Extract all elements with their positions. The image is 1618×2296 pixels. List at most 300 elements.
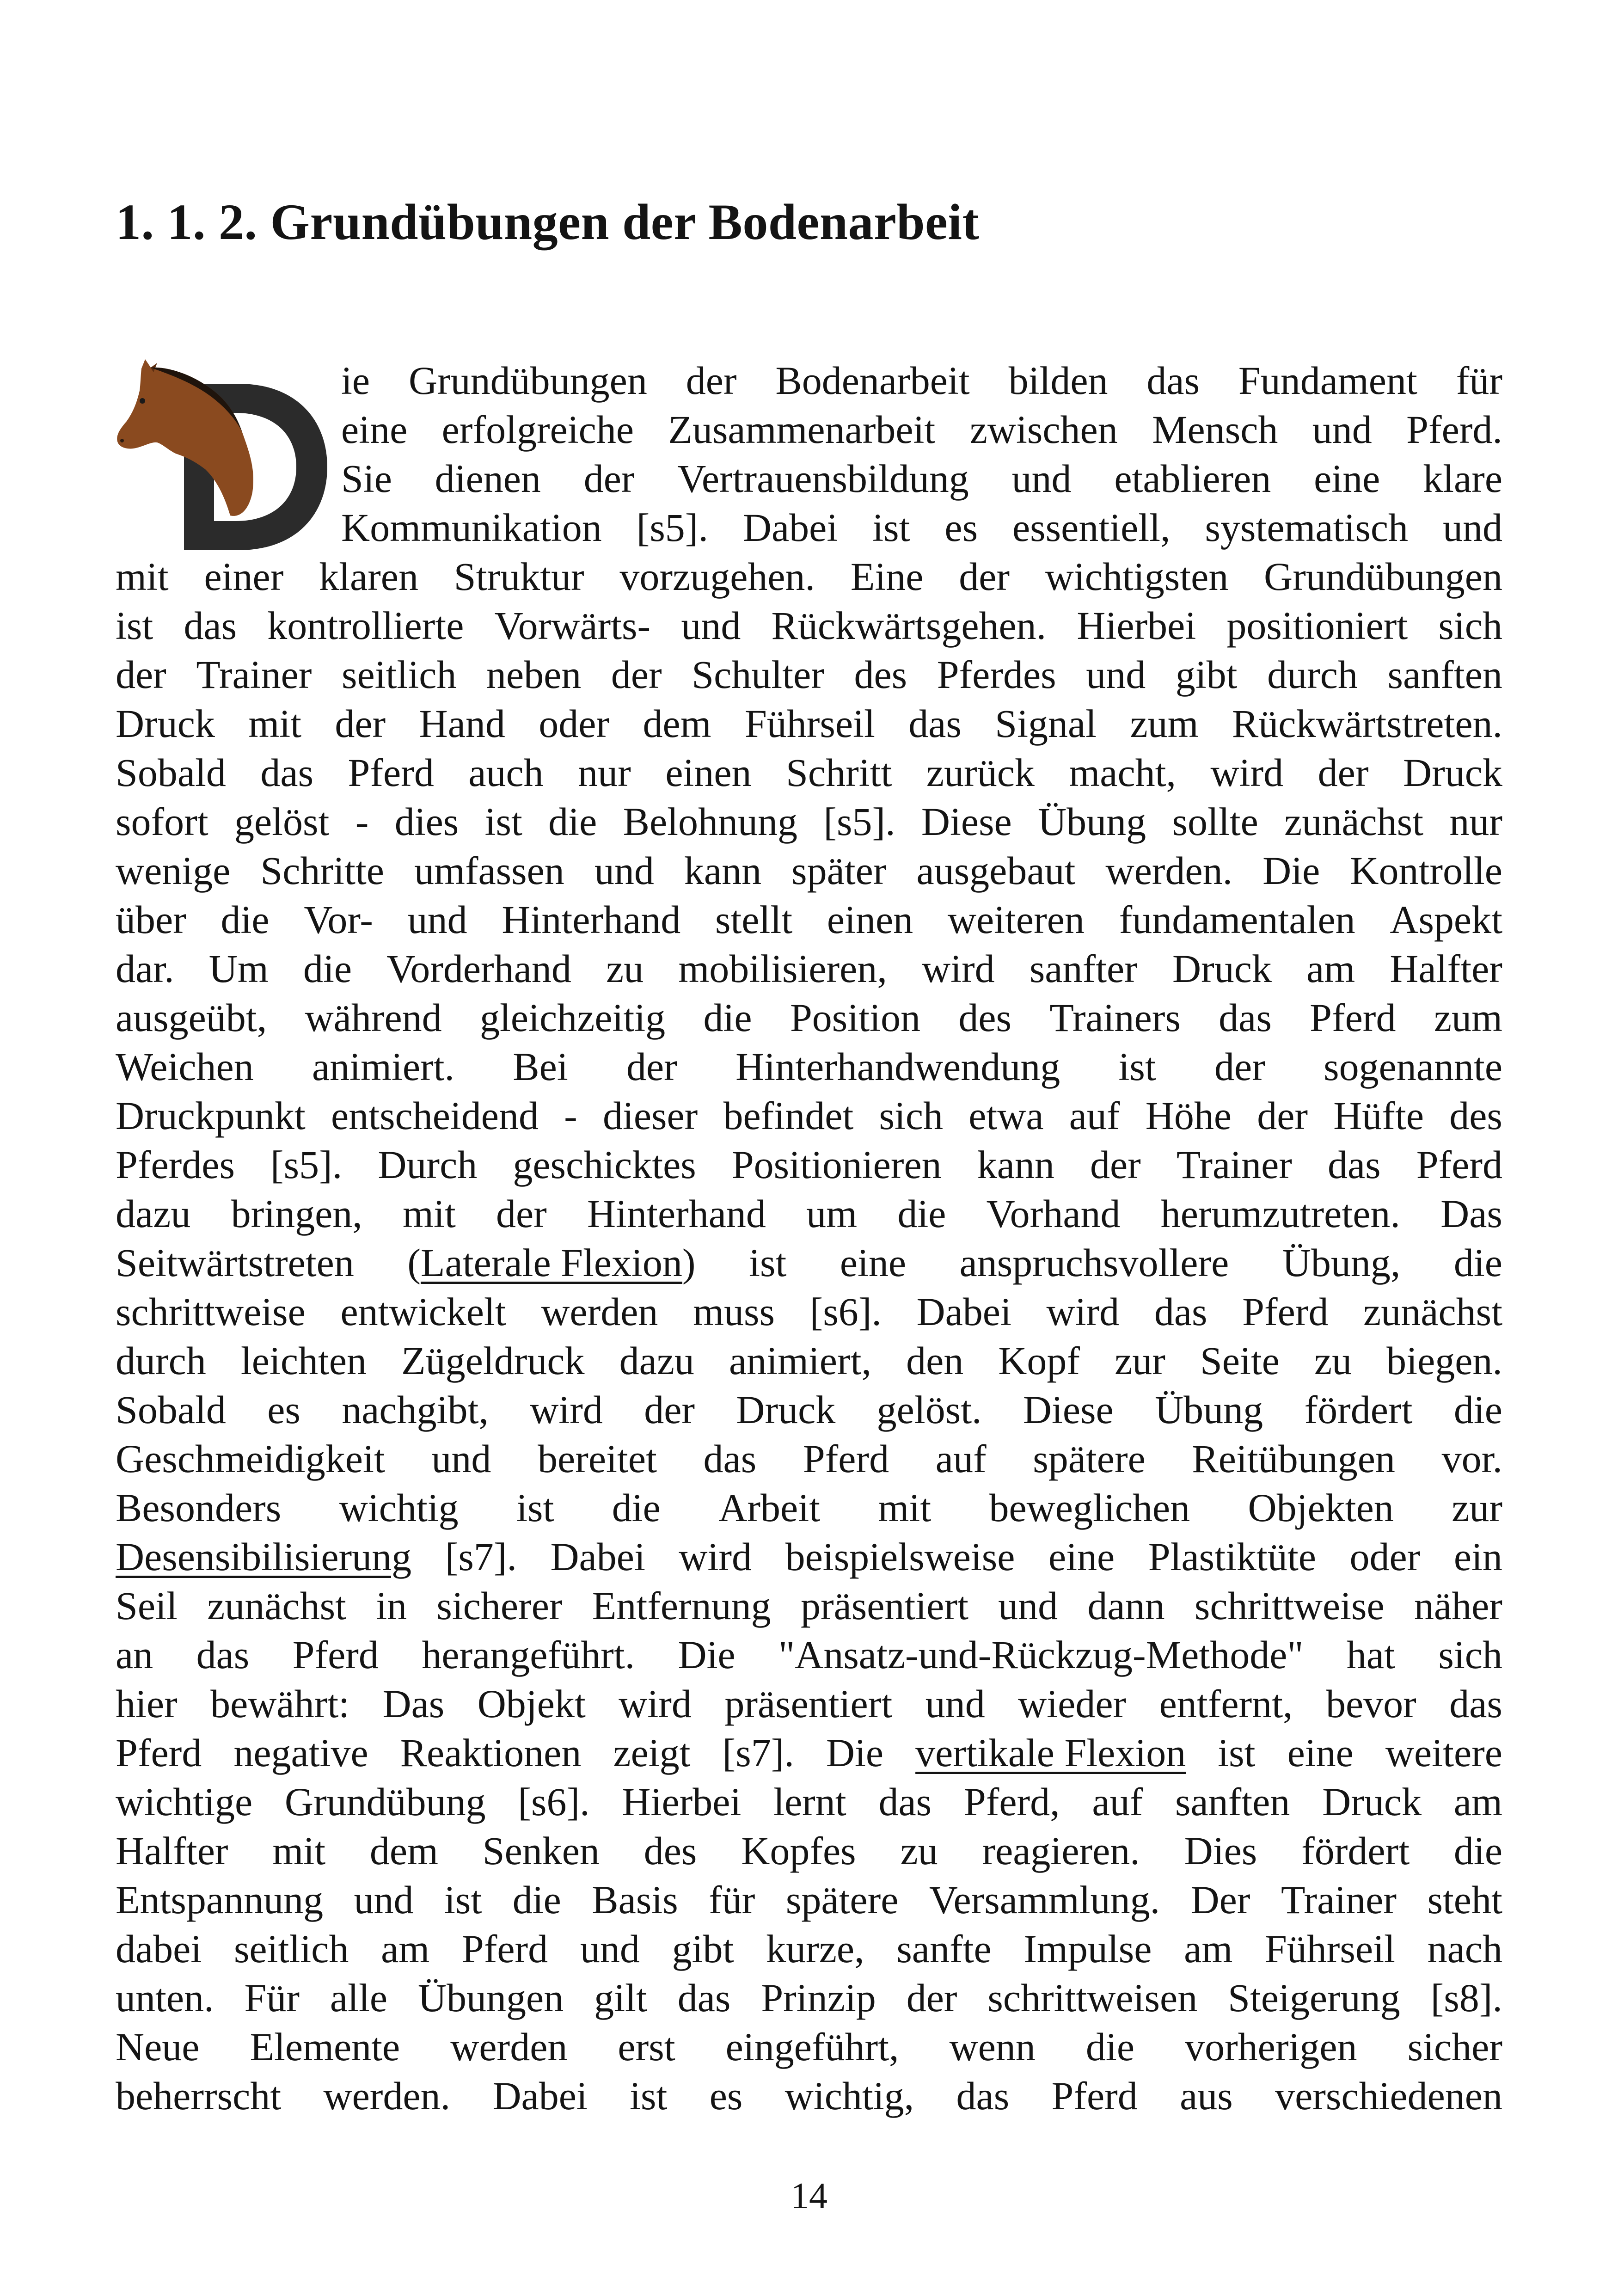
word: wird <box>619 1682 692 1726</box>
word: herangeführt. <box>422 1633 635 1677</box>
word: positioniert <box>1226 603 1408 648</box>
word: [s5]. <box>636 505 708 550</box>
word: Diese <box>921 799 1012 844</box>
word: das <box>260 750 314 795</box>
body-line-7 <box>116 652 1502 699</box>
word: das <box>1328 1142 1381 1187</box>
word: der <box>686 358 737 403</box>
word: und <box>354 1878 414 1922</box>
word: Signal <box>995 701 1097 746</box>
word: die <box>221 897 270 942</box>
word: sich <box>1438 1633 1502 1677</box>
word: aus <box>1180 2074 1233 2118</box>
word: Pferd <box>292 1633 379 1677</box>
word: fördert <box>1301 1829 1410 1873</box>
body-line-4 <box>341 505 1502 552</box>
body-line-21 <box>116 1338 1502 1385</box>
word: auf <box>1092 1780 1143 1824</box>
word: Schulter <box>692 652 824 697</box>
word: etwa <box>968 1093 1044 1138</box>
word: bringen, <box>231 1191 362 1236</box>
word: Druck <box>1403 750 1502 795</box>
word: systematisch <box>1205 505 1408 550</box>
word: Trainer <box>196 652 312 697</box>
word: mit <box>248 701 301 746</box>
word: Pferdes <box>116 1142 235 1187</box>
word: der <box>611 652 662 697</box>
word: es <box>944 505 978 550</box>
word: wichtig <box>339 1486 459 1530</box>
word: Aspekt <box>1390 897 1502 942</box>
word: das <box>196 1633 250 1677</box>
word: Um <box>208 946 269 991</box>
word: werden <box>541 1289 658 1334</box>
word: gibt <box>1175 652 1238 697</box>
word: mit <box>116 554 169 599</box>
word: bereitet <box>538 1437 657 1481</box>
link-text[interactable]: Desensibilisierung <box>116 1535 412 1579</box>
word: dar. <box>116 946 174 991</box>
body-line-3 <box>341 456 1502 503</box>
word: in <box>376 1584 407 1628</box>
word: Grundübungen <box>408 358 647 403</box>
body-line-36 <box>116 2076 1502 2120</box>
word: Neue <box>116 2025 200 2069</box>
word: einen <box>827 897 913 942</box>
word: Arbeit <box>718 1486 820 1530</box>
word: Entspannung <box>116 1878 324 1922</box>
word: erfolgreiche <box>441 407 634 452</box>
word: Hierbei <box>622 1780 742 1824</box>
word: nur <box>1449 799 1502 844</box>
word: Position <box>790 995 920 1040</box>
word: und <box>1312 407 1372 452</box>
word: das <box>1146 358 1200 403</box>
word: sanfte <box>896 1927 992 1971</box>
body-line-29 <box>116 1733 1502 1777</box>
word: [s5]. <box>823 799 895 844</box>
word: - <box>564 1093 577 1138</box>
word: Hand <box>419 701 505 746</box>
word: Pferd, <box>963 1780 1060 1824</box>
word: Dies <box>1184 1829 1257 1873</box>
word: biegen. <box>1386 1338 1502 1383</box>
word: durch <box>116 1338 206 1383</box>
word: Zügeldruck <box>401 1338 585 1383</box>
body-line-9 <box>116 750 1502 797</box>
body-line-35 <box>116 2027 1502 2071</box>
word: Zusammenarbeit <box>668 407 936 452</box>
word: und <box>1086 652 1146 697</box>
word: Impulse <box>1024 1927 1152 1971</box>
word: die <box>512 1878 561 1922</box>
body-line-15 <box>116 1044 1502 1091</box>
word: eine <box>1048 1535 1115 1579</box>
word: der <box>116 652 166 697</box>
word: zurück <box>926 750 1035 795</box>
body-line-30 <box>116 1782 1502 1826</box>
word: "Ansatz-und-Rückzug-Methode" <box>778 1633 1304 1677</box>
word: zur <box>1452 1486 1502 1530</box>
word: des <box>958 995 1011 1040</box>
word: beherrscht <box>116 2074 282 2118</box>
body-line-27 <box>116 1635 1502 1679</box>
word: Pferd <box>1242 1289 1329 1334</box>
word: sicher <box>1407 2025 1502 2069</box>
word: und <box>407 897 467 942</box>
word: zwischen <box>969 407 1118 452</box>
page-number: 14 <box>791 2176 827 2216</box>
word: klaren <box>319 554 418 599</box>
body-line-12 <box>116 897 1502 944</box>
word: am <box>1306 946 1355 991</box>
word: Pferd <box>348 750 434 795</box>
word: vorzugehen. <box>619 554 815 599</box>
word: kontrollierte <box>267 603 464 648</box>
word: das <box>878 1780 932 1824</box>
word: leichten <box>240 1338 367 1383</box>
word: zum <box>1130 701 1199 746</box>
word: die <box>1453 1829 1502 1873</box>
word: entscheidend <box>331 1093 539 1138</box>
word: Versammlung. <box>929 1878 1160 1922</box>
word: schrittweise <box>1194 1584 1385 1628</box>
dropcap-letter-d <box>115 358 332 550</box>
word: Hierbei <box>1077 603 1196 648</box>
word: auch <box>468 750 544 795</box>
word: das <box>677 1976 731 2020</box>
word: des <box>1449 1093 1502 1138</box>
word: seitlich <box>233 1927 349 1971</box>
body-line-5 <box>116 554 1502 601</box>
word: das <box>956 2074 1010 2118</box>
word: bilden <box>1008 358 1108 403</box>
word: beweglichen <box>989 1486 1190 1530</box>
word: die <box>1085 2025 1134 2069</box>
word: oder <box>539 701 610 746</box>
link-text[interactable]: (Laterale Flexion) <box>407 1240 696 1285</box>
word: gelöst <box>234 799 330 844</box>
word: alle <box>330 1976 388 2020</box>
word: wenige <box>116 848 231 893</box>
horse-dropcap-icon <box>115 358 332 550</box>
body-line-19 <box>116 1240 1502 1287</box>
word: Fundament <box>1238 358 1417 403</box>
word: es <box>709 2074 743 2118</box>
word: Senken <box>482 1829 600 1873</box>
word: Sobald <box>116 750 226 795</box>
word: Weichen <box>116 1044 254 1089</box>
word: die <box>703 995 752 1040</box>
word: sogenannte <box>1324 1044 1502 1089</box>
word: gilt <box>594 1976 647 2020</box>
word: Druck <box>116 701 215 746</box>
word: die <box>897 1191 946 1236</box>
word: Belohnung <box>623 799 798 844</box>
word: ist <box>630 2074 668 2118</box>
word: dem <box>369 1829 438 1873</box>
word: kurze, <box>766 1927 864 1971</box>
word: animiert, <box>729 1338 872 1383</box>
word: am <box>1184 1927 1233 1971</box>
word: das <box>1449 1682 1502 1726</box>
body-line-31 <box>116 1831 1502 1875</box>
word: und <box>998 1584 1058 1628</box>
word: umfassen <box>414 848 564 893</box>
word: dabei <box>116 1927 202 1971</box>
word: einen <box>665 750 752 795</box>
word: der <box>496 1191 547 1236</box>
word: vor. <box>1441 1437 1502 1481</box>
body-line-13 <box>116 946 1502 993</box>
word: die <box>1453 1240 1502 1285</box>
word: spätere <box>785 1878 899 1922</box>
word: mit <box>878 1486 932 1530</box>
word: über <box>116 897 186 942</box>
word: des <box>854 652 907 697</box>
word: neben <box>486 652 582 697</box>
word: verschiedenen <box>1275 2074 1502 2118</box>
word: wichtig, <box>784 2074 914 2118</box>
word: Seite <box>1200 1338 1280 1383</box>
word: entwickelt <box>340 1289 506 1334</box>
body-line-22 <box>116 1387 1502 1434</box>
word: und <box>1011 456 1072 501</box>
word: der <box>644 1387 695 1432</box>
word: animiert. <box>312 1044 455 1089</box>
word: negative <box>233 1731 368 1775</box>
word: Druck <box>1322 1780 1422 1824</box>
word: oder <box>1349 1535 1421 1579</box>
word: das <box>184 603 237 648</box>
word: eine <box>840 1240 907 1285</box>
word: Kontrolle <box>1350 848 1502 893</box>
word: Die <box>1263 848 1320 893</box>
word: Seil <box>116 1584 178 1628</box>
word: die <box>303 946 352 991</box>
word: Bodenarbeit <box>775 358 970 403</box>
body-line-25 <box>116 1537 1502 1581</box>
word: Mensch <box>1152 407 1278 452</box>
body-line-23 <box>116 1439 1502 1483</box>
body-line-17 <box>116 1142 1502 1189</box>
word: der <box>1090 1142 1141 1187</box>
word: wichtigsten <box>1045 554 1229 599</box>
word: Seitwärtstreten <box>116 1240 354 1285</box>
word: vorherigen <box>1185 2025 1357 2069</box>
word: Übung <box>1038 799 1146 844</box>
body-line-14 <box>116 995 1502 1042</box>
word: am <box>1453 1780 1502 1824</box>
word: mobilisieren, <box>678 946 887 991</box>
word: Führseil <box>744 701 875 746</box>
word: ist <box>516 1486 554 1530</box>
word: spätere <box>1033 1437 1146 1481</box>
body-line-10 <box>116 799 1502 846</box>
word: Kommunikation <box>341 505 602 550</box>
word: Pferd <box>1310 995 1396 1040</box>
word: auf <box>1069 1093 1120 1138</box>
word: der <box>335 701 386 746</box>
word: Für <box>244 1976 300 2020</box>
word: Reitübungen <box>1192 1437 1395 1481</box>
word: seitlich <box>342 652 457 697</box>
word: Durch <box>378 1142 478 1187</box>
word: Geschmeidigkeit <box>116 1437 385 1481</box>
word: Pferd <box>1051 2074 1138 2118</box>
word: das <box>1219 995 1272 1040</box>
word: Sobald <box>116 1387 226 1432</box>
word: sollte <box>1172 799 1258 844</box>
word: am <box>381 1927 430 1971</box>
word: wird <box>679 1535 752 1579</box>
body-line-16 <box>116 1093 1502 1140</box>
word: ausgeübt, <box>116 995 267 1040</box>
word: nachgibt, <box>342 1387 489 1432</box>
word: des <box>644 1829 697 1873</box>
word: Besonders <box>116 1486 282 1530</box>
word: - <box>355 799 369 844</box>
word: näher <box>1414 1584 1502 1628</box>
link-text[interactable]: vertikale Flexion <box>915 1731 1186 1775</box>
body-line-20 <box>116 1289 1502 1336</box>
word: und <box>580 1927 640 1971</box>
word: Dabei <box>492 2074 588 2118</box>
body-line-24 <box>116 1488 1502 1532</box>
word: kann <box>684 848 762 893</box>
word: zunächst <box>1363 1289 1502 1334</box>
word: der <box>626 1044 677 1089</box>
body-line-6 <box>116 603 1502 650</box>
word: Hinterhandwendung <box>735 1044 1060 1089</box>
word: wieder <box>1018 1682 1127 1726</box>
word: Übung, <box>1282 1240 1401 1285</box>
word: anspruchsvollere <box>959 1240 1229 1285</box>
word: mit <box>272 1829 326 1873</box>
word: gibt <box>672 1927 734 1971</box>
word: eine <box>1314 456 1380 501</box>
body-line-26 <box>116 1586 1502 1630</box>
word: sich <box>879 1093 944 1138</box>
body-line-32 <box>116 1880 1502 1924</box>
word: hier <box>116 1682 178 1726</box>
word: herumzutreten. <box>1160 1191 1400 1236</box>
word: stellt <box>715 897 793 942</box>
word: Dabei <box>916 1289 1011 1334</box>
word: bewährt: <box>210 1682 350 1726</box>
word: präsentiert <box>800 1584 968 1628</box>
word: essentiell, <box>1012 505 1171 550</box>
word: Schritte <box>260 848 384 893</box>
word: für <box>1456 358 1502 403</box>
word: die <box>612 1486 661 1530</box>
word: eingeführt, <box>725 2025 899 2069</box>
word: muss <box>693 1289 775 1334</box>
word: steht <box>1427 1878 1502 1922</box>
word: ausgebaut <box>916 848 1076 893</box>
body-line-28 <box>116 1684 1502 1728</box>
word: präsentiert <box>724 1682 893 1726</box>
word: sanften <box>1387 652 1502 697</box>
word: werden. <box>323 2074 451 2118</box>
word: die <box>548 799 597 844</box>
word: an <box>116 1633 153 1677</box>
word: es <box>267 1387 300 1432</box>
word: durch <box>1267 652 1358 697</box>
word: Schritt <box>786 750 892 795</box>
word: [s7]. <box>445 1535 517 1579</box>
word: fördert <box>1304 1387 1413 1432</box>
word: der <box>583 456 635 501</box>
word: [s7]. <box>722 1731 794 1775</box>
word: Vor- <box>304 897 373 942</box>
word: einer <box>204 554 284 599</box>
word: lernt <box>773 1780 846 1824</box>
word: Dabei <box>550 1535 645 1579</box>
word: nach <box>1427 1927 1502 1971</box>
word: wird <box>922 946 995 991</box>
word: klare <box>1423 456 1502 501</box>
word: eine <box>1287 1731 1354 1775</box>
word: entfernt, <box>1159 1682 1293 1726</box>
word: Steigerung <box>1228 1976 1400 2020</box>
word: Pferd <box>116 1731 202 1775</box>
word: Sie <box>341 456 392 501</box>
body-line-33 <box>116 1929 1502 1973</box>
word: ein <box>1453 1535 1502 1579</box>
word: Objekten <box>1248 1486 1394 1530</box>
word: und <box>1442 505 1502 550</box>
word: den <box>906 1338 964 1383</box>
word: ist <box>1118 1044 1156 1089</box>
word: werden <box>450 2025 568 2069</box>
word: Das <box>1440 1191 1502 1236</box>
section-heading: 1. 1. 2. Grundübungen der Bodenarbeit <box>116 194 980 250</box>
word: zu <box>1314 1338 1352 1383</box>
word: Hinterhand <box>587 1191 766 1236</box>
word: ist <box>484 799 522 844</box>
word: Vertrauensbildung <box>677 456 969 501</box>
word: zunächst <box>1284 799 1424 844</box>
body-line-11 <box>116 848 1502 895</box>
word: wird <box>1046 1289 1120 1334</box>
word: Prinzip <box>761 1976 876 2020</box>
word: der <box>1214 1044 1265 1089</box>
word: das <box>908 701 962 746</box>
word: und <box>431 1437 491 1481</box>
word: dem <box>643 701 711 746</box>
word: Übung <box>1155 1387 1263 1432</box>
word: Vorhand <box>986 1191 1121 1236</box>
word: [s6]. <box>518 1780 590 1824</box>
word: gleichzeitig <box>480 995 666 1040</box>
word: und <box>681 603 741 648</box>
word: Hinterhand <box>502 897 681 942</box>
word: dienen <box>435 456 541 501</box>
word: dann <box>1087 1584 1165 1628</box>
word: reagieren. <box>982 1829 1140 1873</box>
word: macht, <box>1069 750 1177 795</box>
word: Trainers <box>1049 995 1181 1040</box>
word: Druck <box>1172 946 1272 991</box>
word: die <box>1453 1387 1502 1432</box>
word: Pferd. <box>1406 407 1502 452</box>
word: das <box>703 1437 757 1481</box>
word: für <box>709 1878 755 1922</box>
word: der <box>1257 1093 1308 1138</box>
word: hat <box>1346 1633 1395 1677</box>
word: das <box>1154 1289 1207 1334</box>
